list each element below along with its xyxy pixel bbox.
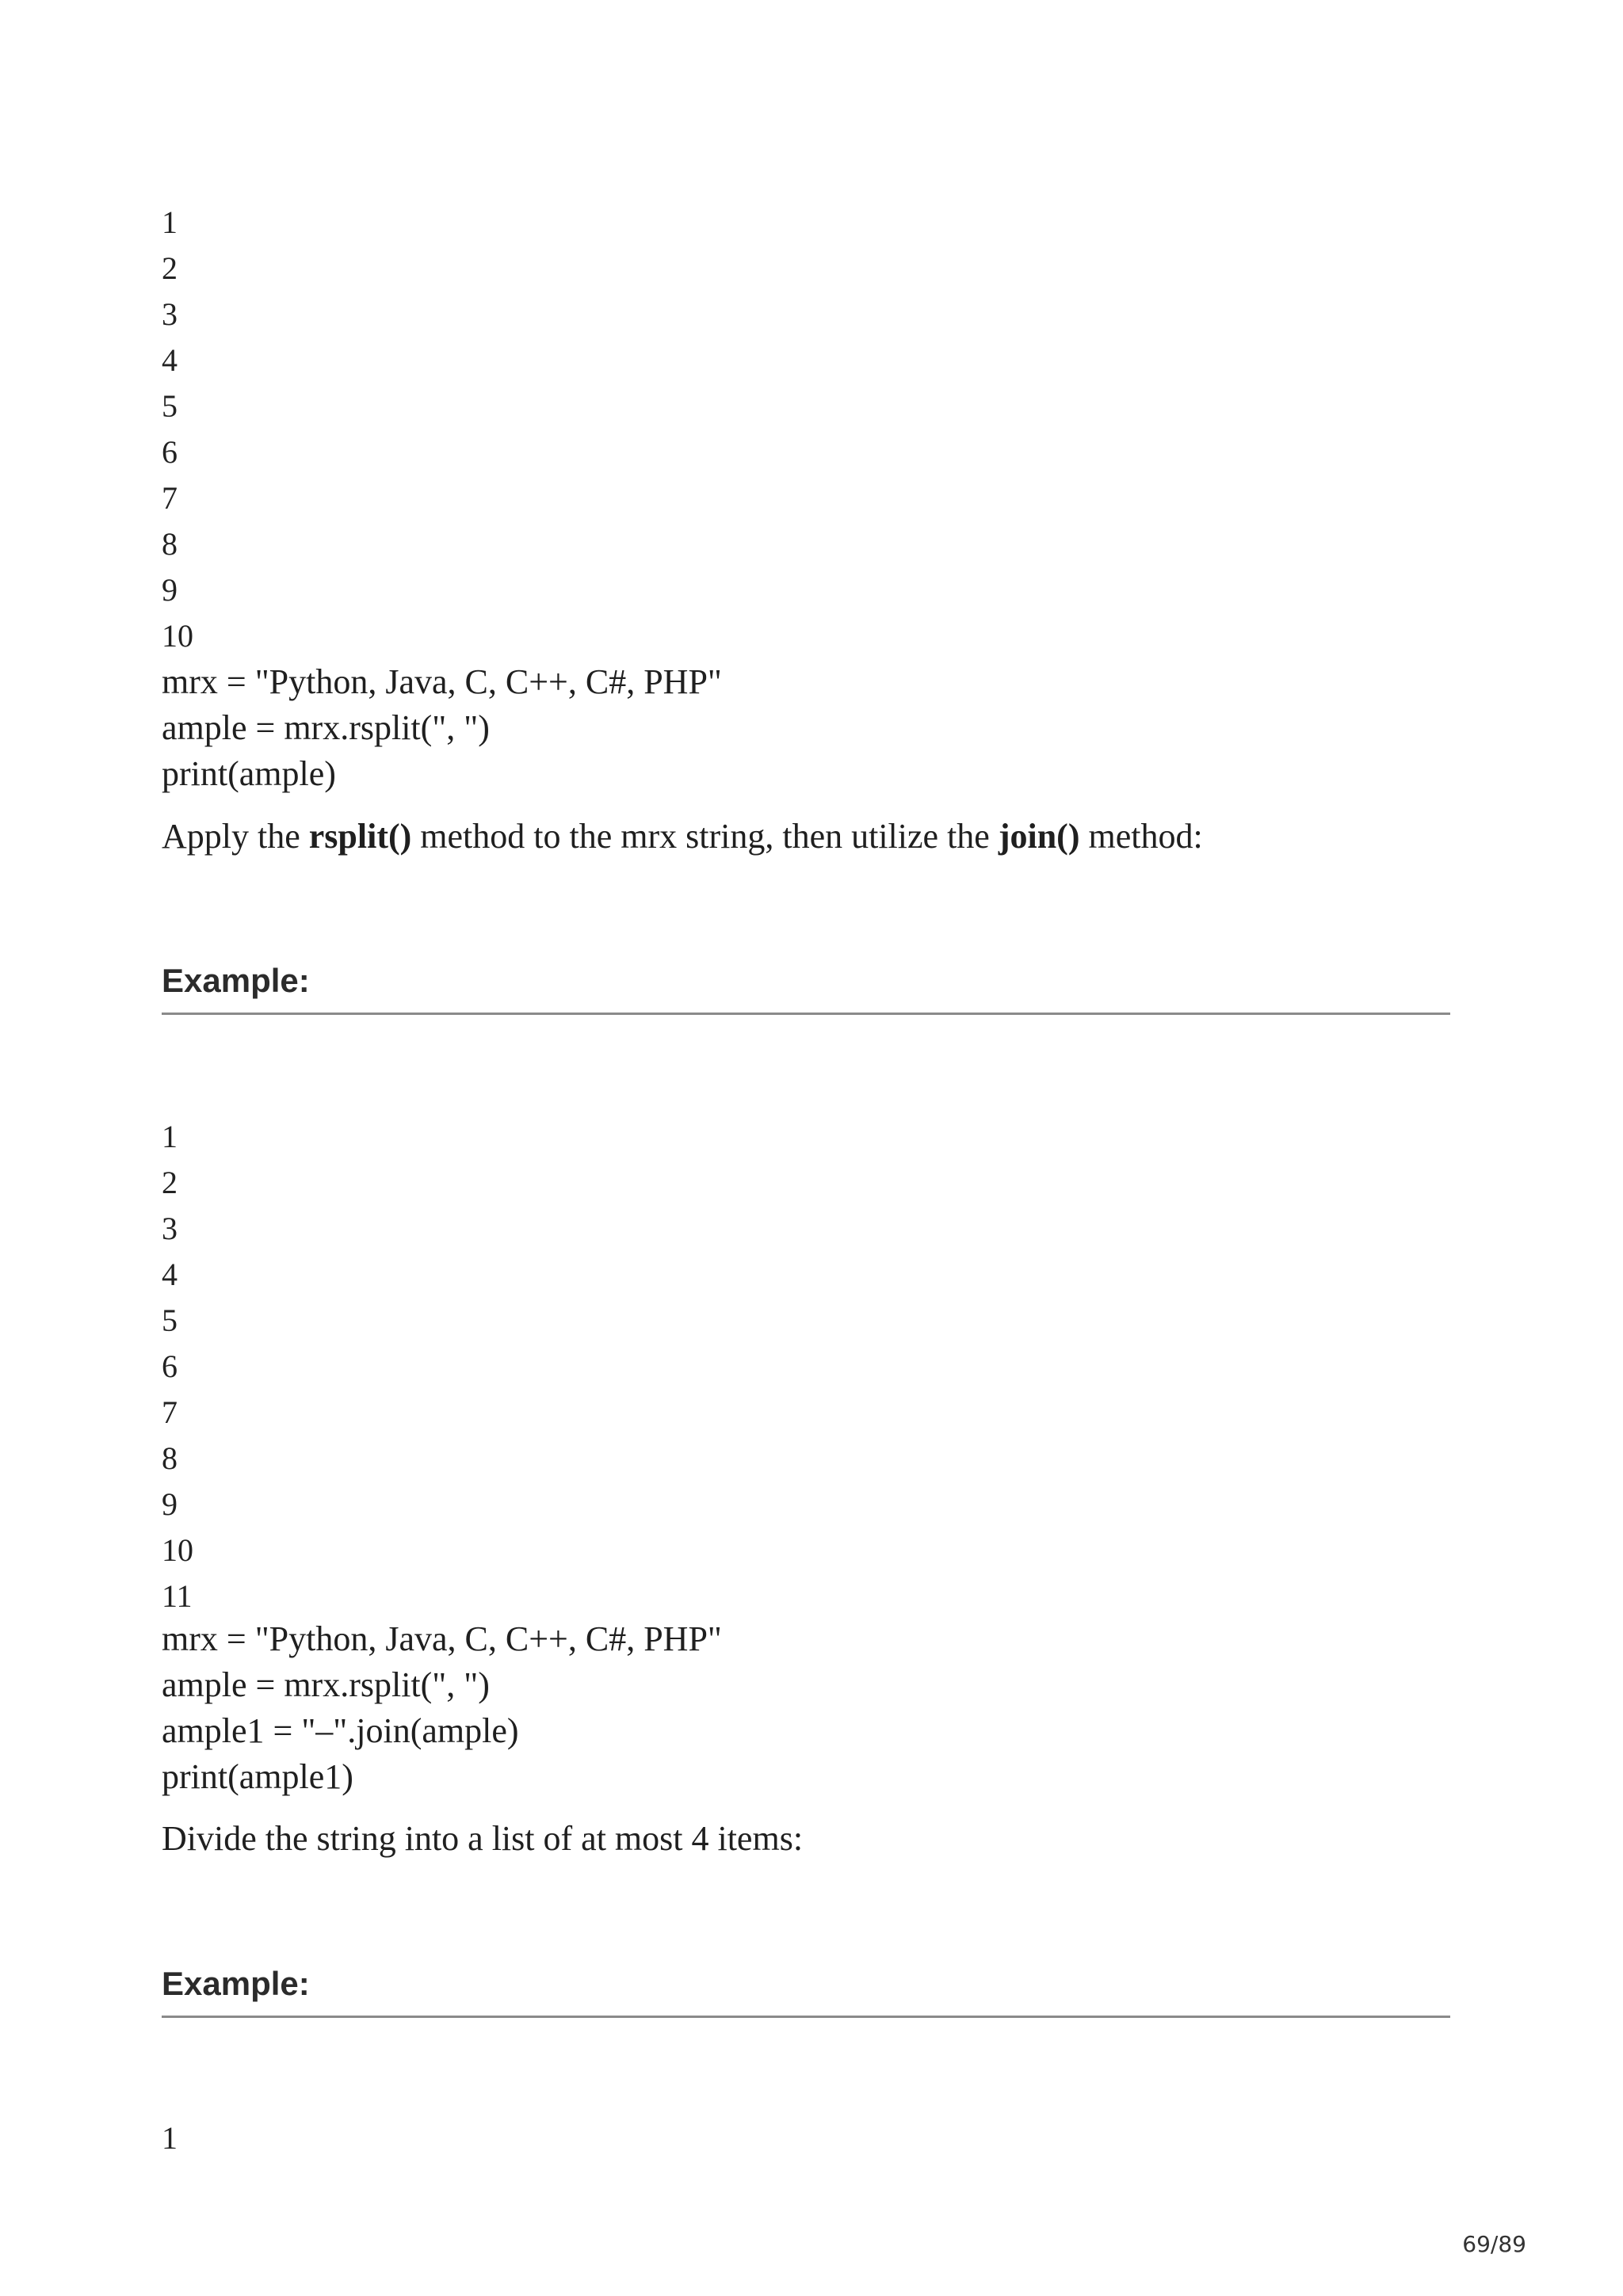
line-numbers-block-2 bbox=[162, 1114, 193, 1619]
code-line: ample = mrx.rsplit(", ") bbox=[162, 1665, 490, 1704]
paragraph-text: method: bbox=[1079, 817, 1203, 856]
line-number: 1 bbox=[162, 1119, 178, 1154]
code-line: ample = mrx.rsplit(", ") bbox=[162, 708, 490, 747]
method-name-rsplit: rsplit() bbox=[308, 817, 412, 856]
instruction-paragraph-2: Divide the string into a list of at most 4 items: bbox=[162, 1819, 804, 1858]
instruction-paragraph-1 bbox=[162, 814, 1203, 860]
line-number: 8 bbox=[162, 1440, 178, 1476]
page-number: 69/89 bbox=[1462, 2231, 1526, 2257]
line-numbers-block-3 bbox=[162, 2115, 178, 2161]
code-line: print(ample) bbox=[162, 754, 336, 793]
example-heading: Example: bbox=[162, 960, 1450, 1015]
line-numbers-block-1 bbox=[162, 200, 193, 659]
line-number: 2 bbox=[162, 250, 178, 286]
line-number: 3 bbox=[162, 296, 178, 332]
line-number: 4 bbox=[162, 1257, 178, 1292]
line-number: 3 bbox=[162, 1211, 178, 1246]
code-line: mrx = "Python, Java, C, C++, C#, PHP" bbox=[162, 662, 722, 701]
line-number: 9 bbox=[162, 1486, 178, 1522]
line-number: 10 bbox=[162, 618, 193, 654]
code-block-2 bbox=[162, 1616, 722, 1800]
line-number: 10 bbox=[162, 1532, 193, 1568]
line-number: 6 bbox=[162, 1348, 178, 1384]
paragraph-text: Apply the bbox=[162, 817, 309, 856]
code-line: ample1 = "–".join(ample) bbox=[162, 1711, 519, 1750]
code-line: mrx = "Python, Java, C, C++, C#, PHP" bbox=[162, 1619, 722, 1658]
line-number: 2 bbox=[162, 1165, 178, 1200]
line-number: 1 bbox=[162, 204, 178, 240]
line-number: 8 bbox=[162, 526, 178, 562]
method-name-join: join() bbox=[998, 817, 1080, 856]
line-number: 6 bbox=[162, 434, 178, 470]
line-number: 7 bbox=[162, 480, 178, 516]
line-number: 4 bbox=[162, 342, 178, 378]
line-number: 5 bbox=[162, 388, 178, 424]
line-number: 1 bbox=[162, 2120, 178, 2156]
line-number: 9 bbox=[162, 572, 178, 608]
paragraph-text: method to the mrx string, then utilize the bbox=[411, 817, 999, 856]
line-number: 7 bbox=[162, 1394, 178, 1430]
code-block-1 bbox=[162, 659, 722, 797]
line-number: 5 bbox=[162, 1302, 178, 1338]
code-line: print(ample1) bbox=[162, 1757, 353, 1796]
example-heading: Example: bbox=[162, 1963, 1450, 2018]
line-number: 11 bbox=[162, 1578, 193, 1614]
